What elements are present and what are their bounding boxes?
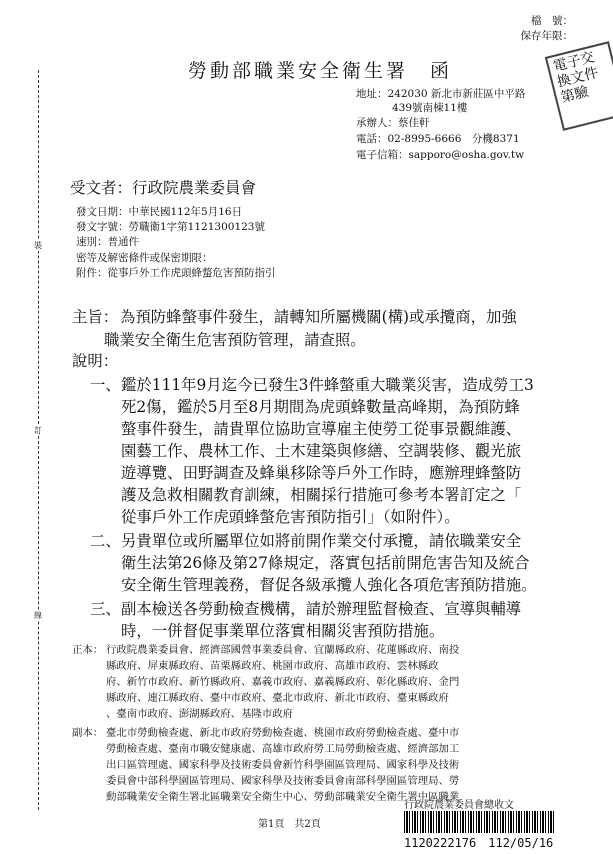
item-line: 護及急救相關教育訓練，相關採行措施可參考本署訂定之「: [121, 486, 522, 504]
cc-main-line: 縣政府、屏東縣政府、苗栗縣政府、桃園市政府、高雄市政府、雲林縣政: [106, 660, 439, 672]
item-line: 衛生法第26條及第27條規定，落實包括前開危害告知及統合: [121, 554, 530, 572]
receipt-number: 1120222176 112/05/16: [404, 836, 554, 850]
receipt-label: 行政院農業委員會總收文: [404, 800, 514, 811]
document-number: 發文字號：勞職衛1字第1121300123號: [76, 221, 265, 233]
explanation-label: 說明：: [72, 352, 119, 370]
cc-copy-line: 委員會中部科學園區管理局、國家科學及技術委員會南部科學園區管理局、勞: [106, 775, 460, 787]
address-line-2: 439號南棟11樓: [392, 102, 468, 114]
item-line: 另貴單位或所屬單位如將前開作業交付承攬，請依職業安全: [121, 532, 522, 550]
address-line-1: 地址：242030 新北市新莊區中平路: [356, 88, 526, 100]
item-line: 時，一併督促事業單位落實相關災害預防措施。: [121, 622, 445, 640]
binding-char-2: 訂: [34, 426, 42, 435]
cc-main-line: 、臺南市政府、澎湖縣政府、基隆市政府: [106, 708, 294, 720]
subject-label: 主旨：: [72, 308, 119, 326]
cc-main-line: 行政院農業委員會、經濟部國營事業委員會、宜蘭縣政府、花蓮縣政府、南投: [106, 644, 460, 656]
attachment: 附件：從事戶外工作虎頭蜂螫危害預防指引: [76, 267, 276, 279]
cc-copy-line: 出口區管理處、國家科學及技術委員會新竹科學園區管理局、國家科學及技術: [106, 759, 460, 771]
cc-copy-line: 勞動檢查處、臺南市職安健康處、高雄市政府勞工局勞動檢查處、經濟部加工: [106, 743, 460, 755]
item-number: 一、: [90, 376, 121, 394]
cc-main-line: 縣政府、連江縣政府、臺中市政府、臺北市政府、新北市政府、臺東縣政府: [106, 692, 449, 704]
phone: 電話：02-8995-6666 分機8371: [356, 133, 520, 145]
item-line: 死2傷，鑑於5月至8月期間為虎頭蜂數量高峰期，為預防蜂: [121, 398, 520, 416]
item-line: 園藝工作、農林工作、土木建築與修繕、空調裝修、觀光旅: [121, 442, 522, 460]
item-line: 遊導覽、田野調查及蜂巢移除等戶外工作時，應辦理蜂螫防: [121, 464, 522, 482]
item-line: 鑑於111年9月迄今已發生3件蜂螫重大職業災害，造成勞工3: [121, 376, 534, 394]
subject-line-2: 職業安全衛生危害預防管理，請查照。: [104, 331, 366, 349]
cc-main-label: 正本：: [72, 644, 104, 656]
security-level: 密等及解密條件或保密期限：: [76, 252, 213, 264]
file-number-label: 檔 號：: [531, 15, 573, 27]
contact-person: 承辦人：蔡佳軒: [356, 117, 430, 129]
cc-main-line: 府、新竹市政府、新竹縣政府、嘉義市政府、嘉義縣政府、彰化縣政府、金門: [106, 676, 460, 688]
item-line: 從事戶外工作虎頭蜂螫危害預防指引」（如附件）。: [121, 508, 460, 526]
binding-line: [38, 70, 39, 810]
item-number: 二、: [90, 532, 121, 550]
recipient: 受文者：行政院農業委員會: [70, 179, 257, 197]
barcode: [404, 811, 554, 833]
item-line: 副本檢送各勞動檢查機構，請於辦理監督檢查、宣導與輔導: [121, 600, 522, 618]
retention-period-label: 保存年限：: [520, 30, 573, 42]
page-number: 第1頁 共2頁: [258, 819, 321, 830]
cc-copy-line: 臺北市勞動檢查處、新北市政府勞動檢查處、桃園市政府勞動檢查處、臺中市: [106, 727, 460, 739]
item-line: 螫事件發生，請貴單位協助宣導雇主使勞工從事景觀維護、: [121, 420, 522, 438]
subject-line-1: 為預防蜂螫事件發生，請轉知所屬機關(構)或承攬商，加強: [120, 308, 517, 326]
letter-title: 勞動部職業安全衛生署 函: [188, 60, 453, 82]
cc-copy-label: 副本：: [72, 727, 104, 739]
delivery-speed: 速別：普通件: [76, 236, 139, 248]
issue-date: 發文日期：中華民國112年5月16日: [76, 206, 243, 218]
email: 電子信箱：sapporo@osha.gov.tw: [356, 149, 525, 161]
e-exchange-stamp: 電子交換文件第驗: [545, 41, 613, 131]
cc-copy-line: 動部職業安全衛生署北區職業安全衛生中心、勞動部職業安全衛生署中區職業: [106, 791, 460, 803]
binding-char-1: 裝: [34, 241, 42, 250]
binding-char-3: 線: [34, 611, 42, 620]
item-line: 安全衛生管理義務，督促各級承攬人強化各項危害預防措施。: [121, 576, 537, 594]
item-number: 三、: [90, 600, 121, 618]
